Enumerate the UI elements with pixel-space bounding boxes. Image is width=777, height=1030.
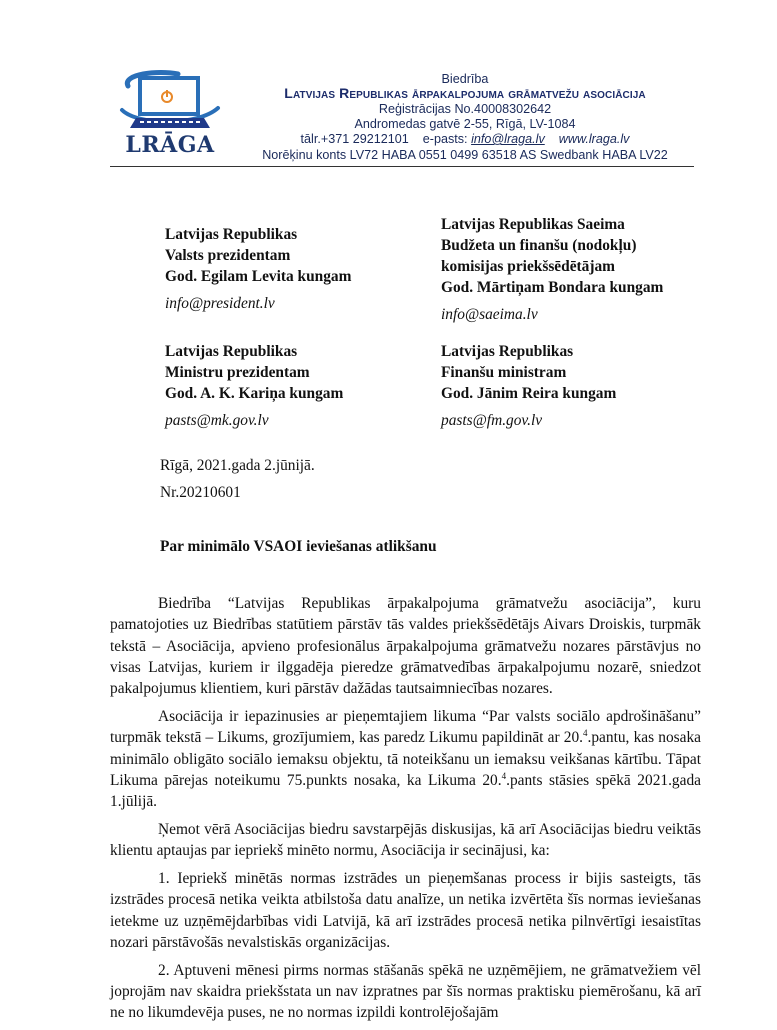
paragraph-2: Asociācija ir iepazinusies ar pieņemtajiem likuma “Par valsts sociālo apdrošināšanu” turpmāk tekstā – Likums, grozījumiem, kas paredz Likumu papildināt ar 20.$^4$.pantu, kas nosaka minimālo obligāto sociālo iemaksu objektu, tā noteikšanu un iemaksu veikšanas kārtību. Tāpat Likuma pārejas noteikumu 75.punkts nosaka, ka Likuma 20.$^4$.pants stāsies spēkā 2021.gada 1.jūlijā. [110,707,701,811]
addressee-prime-minister: Latvijas Republikas Ministru prezidentam God. A. K. Kariņa kungam pasts@mk.gov.lv [165,343,344,429]
paragraph-5: 2. Aptuveni mēnesi pirms normas stāšanās spēkā ne uzņēmējiem, ne grāmatvežiem vēl joprojām nav skaidra priekšstata un nav izpratnes par šīs normas praktisku piemērošanu, kā arī ne no likumdevēja puses, ne no normas izpildi kontrolējošajām [110,961,701,1022]
org-name: Latvijas Republikas ārpakalpojuma grāmatvežu asociācija [284,85,646,101]
phone: tālr.+371 29212101 [300,132,409,146]
addressee-email: pasts@mk.gov.lv [165,412,269,429]
addressee-saeima-committee: Latvijas Republikas Saeima Budžeta un finanšu (nodokļu) komisijas priekšsēdētājam God. Mārtiņam Bondara kungam info@saeima.lv [441,216,664,323]
website-link[interactable]: www.lraga.lv [558,132,630,146]
paragraph-3: Ņemot vērā Asociācijas biedru savstarpējās diskusijas, kā arī Asociācijas biedru veiktās klientu aptaujas par iepriekš minēto normu, Asociācija ir secinājusi, ka: [110,820,701,860]
header-divider [110,166,694,167]
addressee-president: Latvijas Republikas Valsts prezidentam God. Egilam Levita kungam info@president.lv [165,226,352,312]
letter-subject: Par minimālo VSAOI ieviešanas atlikšanu [160,538,437,555]
addressee-email: info@saeima.lv [441,306,538,323]
place-date: Rīgā, 2021.gada 2.jūnijā. [160,457,315,474]
paragraph-1: Biedrība “Latvijas Republikas ārpakalpojuma grāmatvežu asociācija”, kuru pamatojoties uz Biedrības statūtiem pārstāv tās valdes priekšsēdētājs Aivars Droiskis, turpmāk tekstā – Asociācija, apvieno profesionālus ārpakalpojuma grāmatvežu nozares pārstāvjus no visas Latvijas, kuriem ir ilggadēja pieredze grāmatvedības ārpakalpojumu nozarē, sniedzot pakalpojumus klientiem, kuri pārstāv dažādas tautsaimniecības nozares. [110,595,701,698]
paragraph-4: 1. Iepriekš minētās normas izstrādes un pieņemšanas process ir bijis sasteigts, tās izstrādes procesā netika veikta atbilstoša datu analīze, un netika izvērtēta šīs normas ieviešanas ietekme uz uzņēmējdarbības vidi Latvijā, kā arī izstrādes procesā netika pilnvērtīgi iesaistītas nozari pārstāvošās nevalstiskās organizācijas. [110,870,701,951]
addressee-finance-minister: Latvijas Republikas Finanšu ministram God. Jānim Reira kungam pasts@fm.gov.lv [441,343,617,429]
email-label: e-pasts: [422,132,468,146]
letter-number: Nr.20210601 [160,484,241,501]
addressee-email: pasts@fm.gov.lv [441,412,543,429]
bank-account: Norēķinu konts LV72 HABA 0551 0499 63518 AS Swedbank HABA LV22 [262,148,668,162]
logo-wordmark: LRĀGA [125,132,215,158]
email-link[interactable]: info@lraga.lv [471,132,545,146]
computer-logo-icon [118,70,222,132]
org-type: Biedrība [441,72,489,86]
contact-line [230,132,700,147]
letter-body [110,593,701,1030]
org-address: Andromedas gatvē 2-55, Rīgā, LV-1084 [354,117,576,131]
lraga-logo [118,70,222,162]
registration-number: Reģistrācijas No.40008302642 [378,102,552,116]
addressee-email: info@president.lv [165,295,275,312]
